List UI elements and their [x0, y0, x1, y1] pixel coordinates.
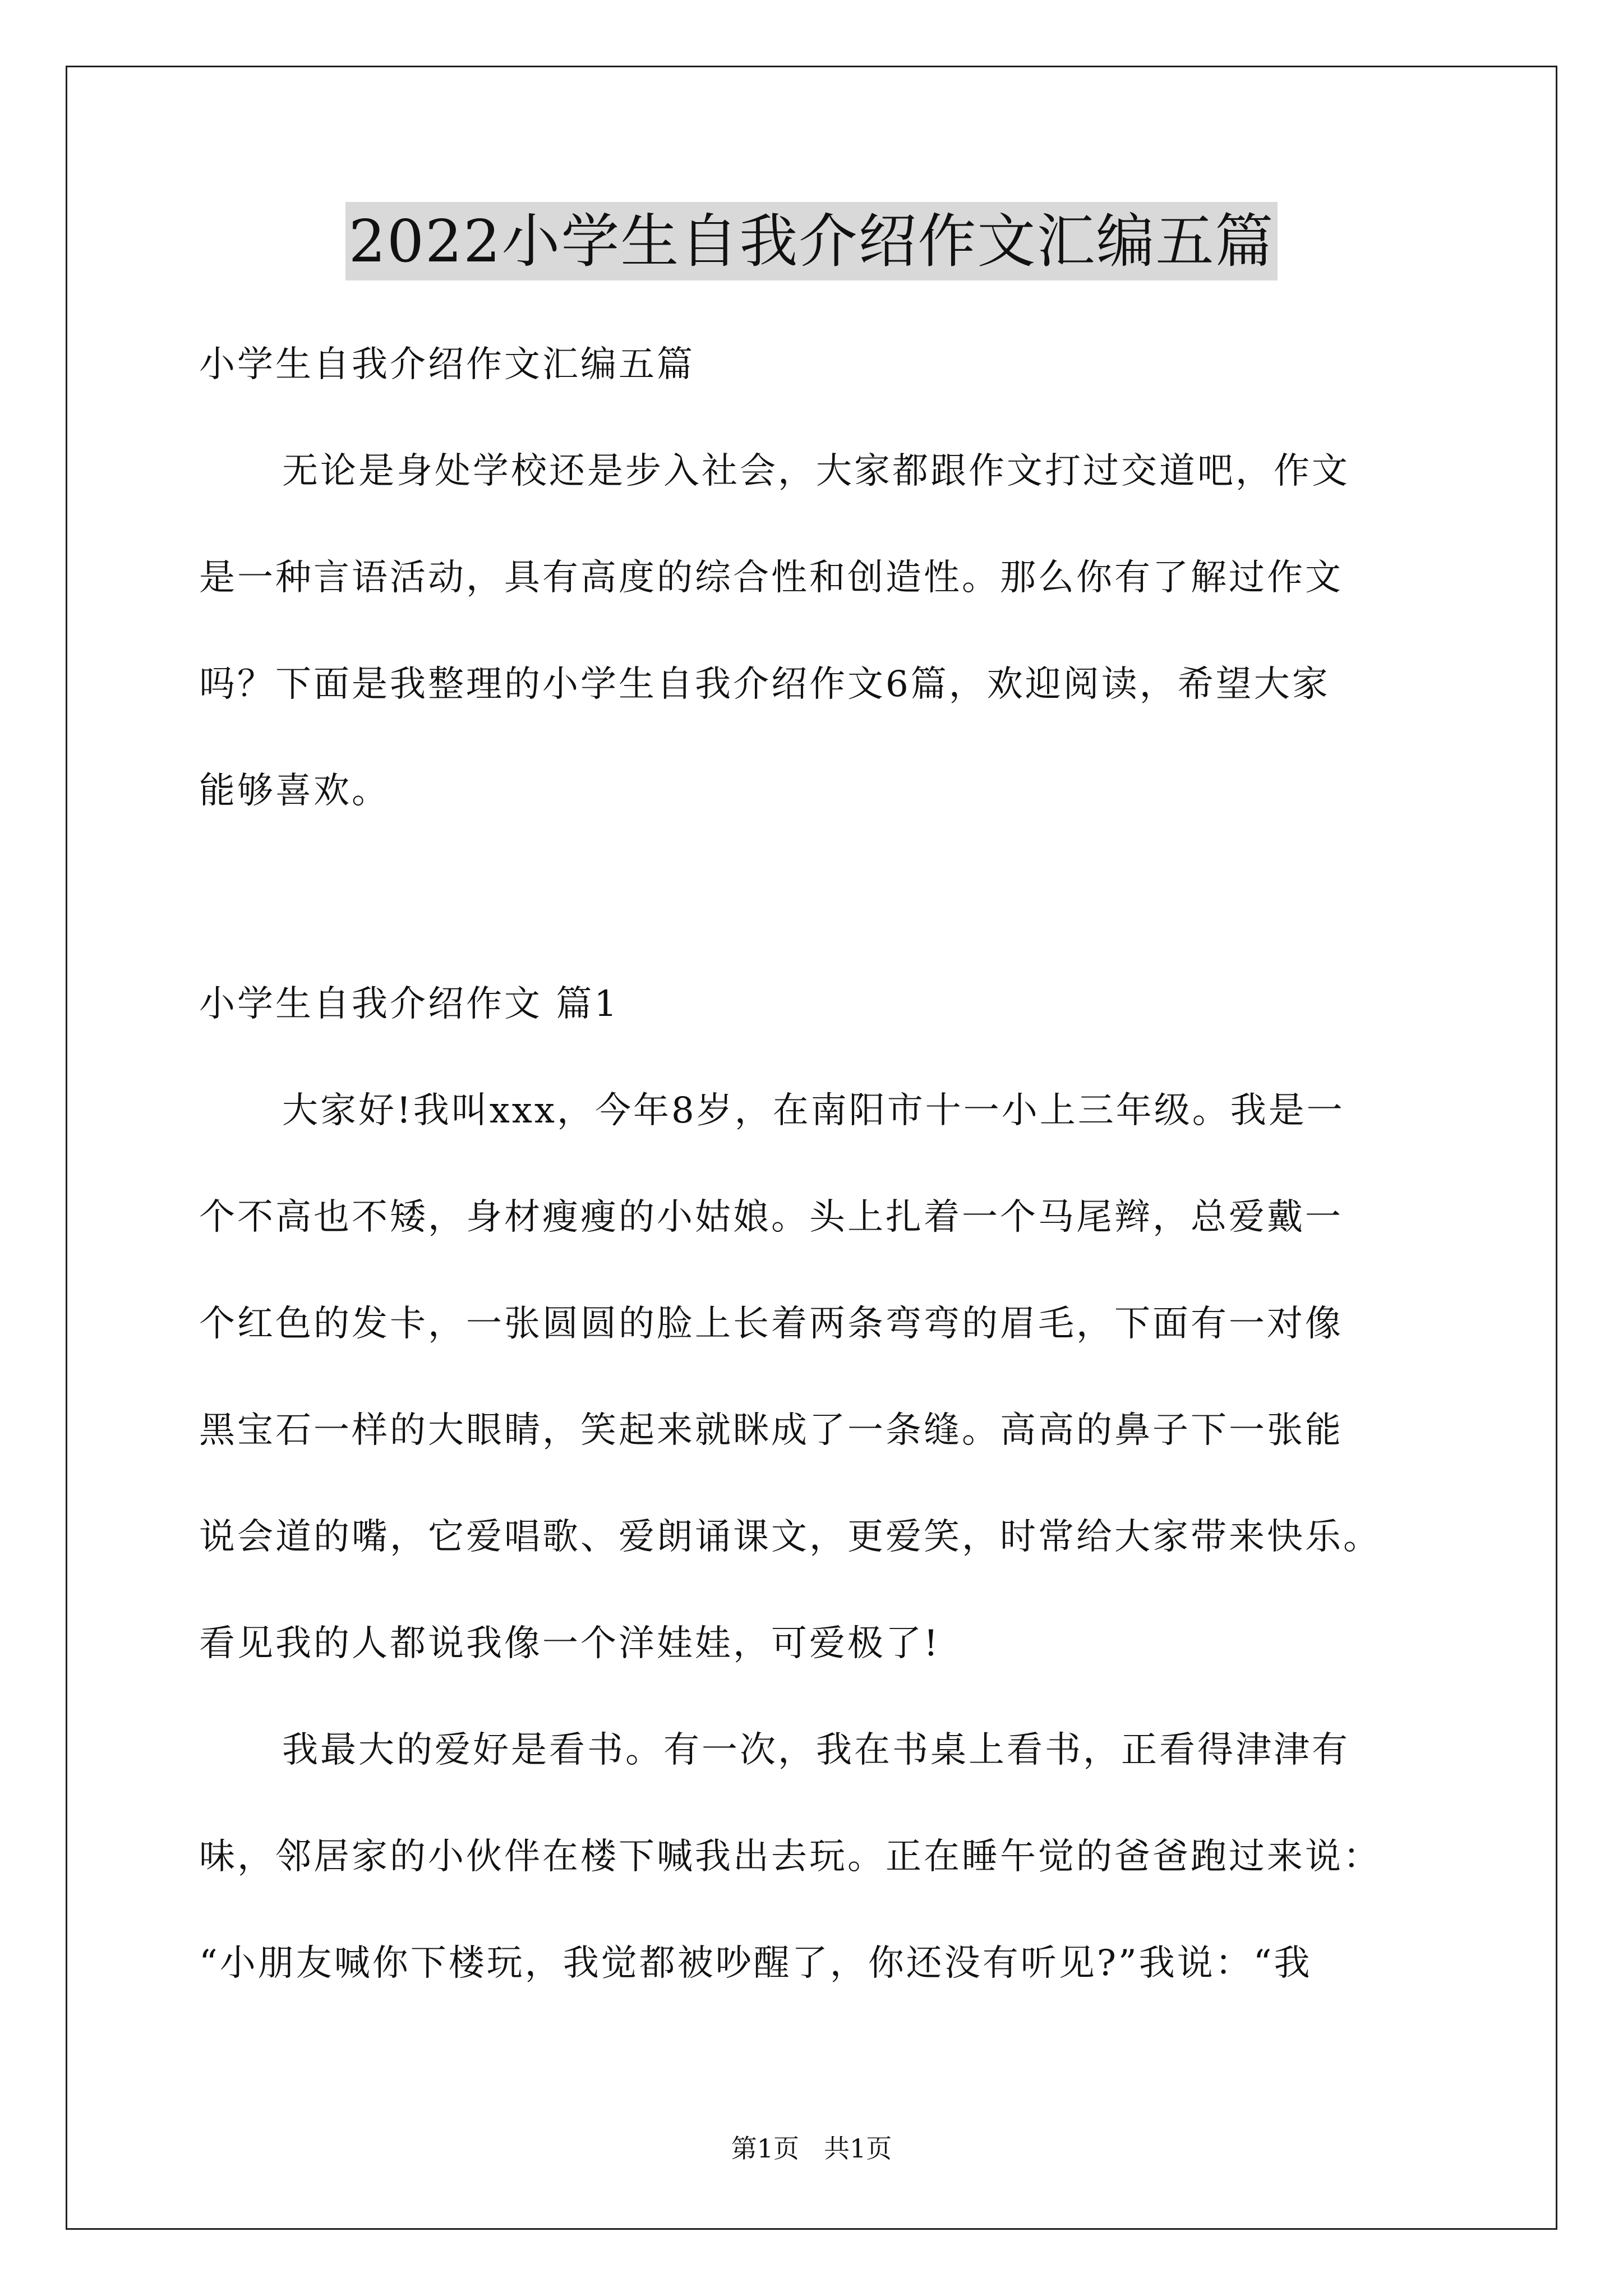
section-heading: 小学生自我介绍作文 篇1	[199, 983, 620, 1025]
intro-line: 能够喜欢。	[199, 770, 390, 812]
paragraph-line: 个红色的发卡，一张圆圆的脸上长着两条弯弯的眉毛，下面有一对像	[199, 1303, 1343, 1345]
paragraph-line: “小朋友喊你下楼玩，我觉都被吵醒了，你还没有听见?”我说：“我	[199, 1943, 1312, 1984]
intro-line: 无论是身处学校还是步入社会，大家都跟作文打过交道吧，作文	[282, 450, 1350, 492]
page-total: 共1页	[824, 2133, 892, 2164]
title-container	[0, 202, 1623, 280]
paragraph-line: 说会道的嘴，它爱唱歌、爱朗诵课文，更爱笑，时常给大家带来快乐。	[199, 1516, 1381, 1558]
subtitle: 小学生自我介绍作文汇编五篇	[199, 344, 695, 385]
paragraph-line: 黑宝石一样的大眼睛，笑起来就眯成了一条缝。高高的鼻子下一张能	[199, 1410, 1343, 1451]
paragraph-line: 个不高也不矮，身材瘦瘦的小姑娘。头上扎着一个马尾辫，总爱戴一	[199, 1197, 1343, 1238]
paragraph-line: 味，邻居家的小伙伴在楼下喊我出去玩。正在睡午觉的爸爸跑过来说：	[199, 1836, 1381, 1878]
document-title: 2022小学生自我介绍作文汇编五篇	[345, 202, 1278, 280]
paragraph-line: 看见我的人都说我像一个洋娃娃，可爱极了!	[199, 1623, 940, 1664]
page-number: 第1页	[731, 2133, 799, 2164]
paragraph-line: 大家好!我叫xxx，今年8岁，在南阳市十一小上三年级。我是一	[282, 1090, 1345, 1131]
intro-line: 是一种言语活动，具有高度的综合性和创造性。那么你有了解过作文	[199, 557, 1343, 599]
spacer	[199, 844, 1438, 951]
page-footer	[0, 2132, 1623, 2165]
paragraph-line: 我最大的爱好是看书。有一次，我在书桌上看书，正看得津津有	[282, 1729, 1350, 1771]
intro-line: 吗？下面是我整理的小学生自我介绍作文6篇，欢迎阅读，希望大家	[199, 664, 1330, 705]
document-body	[199, 311, 1438, 2017]
